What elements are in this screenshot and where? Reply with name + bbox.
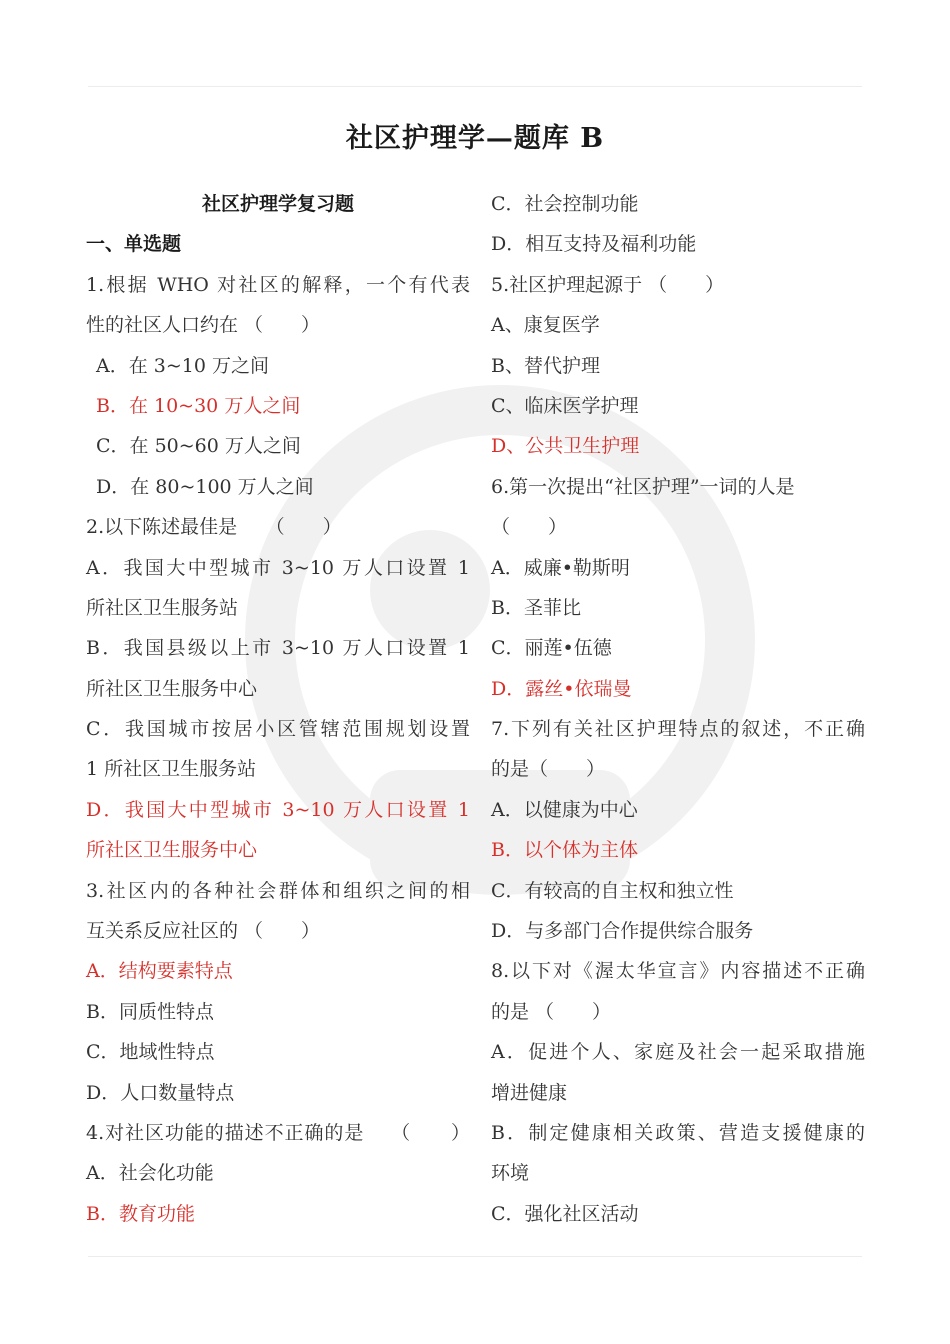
text-line: D．与多部门合作提供综合服务: [491, 920, 754, 943]
text-line: B、替代护理: [491, 354, 600, 377]
text-line: B．我国县级以上市 3~10 万人口设置 1: [86, 637, 470, 660]
text-line: 2.以下陈述最佳是 （ ）: [86, 516, 342, 539]
text-line: A．威廉•勒斯明: [491, 556, 630, 579]
answer-line: 所社区卫生服务中心: [86, 839, 258, 862]
answer-line: B．以个体为主体: [491, 839, 638, 862]
text-line: C．社会控制功能: [491, 193, 639, 215]
right-column: [491, 184, 865, 1234]
text-line: 8.以下对《渥太华宣言》内容描述不正确: [491, 960, 865, 983]
text-line: 增进健康: [491, 1081, 568, 1104]
answer-line: B．教育功能: [86, 1202, 195, 1225]
text-line: 社区护理学复习题: [201, 193, 354, 215]
text-line: A、康复医学: [491, 314, 600, 337]
text-line: C．在 50~60 万人之间: [96, 435, 301, 458]
text-line: C、临床医学护理: [491, 394, 639, 417]
text-line: A．以健康为中心: [491, 798, 638, 821]
text-line: B．同质性特点: [86, 1000, 214, 1023]
text-line: B．制定健康相关政策、营造支援健康的: [491, 1121, 865, 1144]
answer-line: D．我国大中型城市 3~10 万人口设置 1: [86, 798, 470, 821]
text-line: 一、单选题: [86, 233, 182, 256]
text-line: 1.根据 WHO 对社区的解释，一个有代表: [86, 273, 470, 296]
text-line: D．相互支持及福利功能: [491, 233, 697, 256]
text-line: 的是（ ）: [491, 758, 606, 781]
text-line: C．有较高的自主权和独立性: [491, 879, 734, 902]
answer-line: A．结构要素特点: [86, 960, 233, 983]
text-line: 4.对社区功能的描述不正确的是 （ ）: [86, 1121, 470, 1144]
text-line: A．促进个人、家庭及社会一起采取措施: [491, 1041, 865, 1064]
text-line: 所社区卫生服务中心: [86, 677, 258, 700]
text-line: 6.第一次提出“社区护理”一词的人是: [491, 475, 795, 498]
text-line: C．丽莲•伍德: [491, 637, 612, 660]
text-line: A．在 3~10 万之间: [96, 354, 269, 377]
answer-line: B．在 10~30 万人之间: [96, 394, 301, 417]
page-title: 社区护理学—题库 B: [345, 123, 605, 154]
text-line: B．圣菲比: [491, 596, 581, 619]
text-line: D．在 80~100 万人之间: [96, 475, 314, 498]
text-line: A．社会化功能: [86, 1162, 214, 1185]
text-line: C．地域性特点: [86, 1041, 215, 1064]
left-column: [86, 184, 470, 1234]
answer-line: D．露丝•依瑞曼: [491, 677, 632, 700]
text-line: 性的社区人口约在 （ ）: [86, 314, 321, 337]
text-line: 环境: [491, 1162, 530, 1185]
text-line: 5.社区护理起源于 （ ）: [491, 273, 725, 296]
text-line: 互关系反应社区的 （ ）: [86, 920, 321, 943]
text-line: 7.下列有关社区护理特点的叙述，不正确: [491, 718, 865, 741]
bottom-rule: [88, 1256, 862, 1257]
text-line: 3.社区内的各种社会群体和组织之间的相: [86, 879, 470, 902]
text-line: 1 所社区卫生服务站: [86, 758, 257, 781]
text-line: （ ）: [491, 516, 568, 539]
text-line: C．我国城市按居小区管辖范围规划设置: [86, 718, 470, 741]
text-line: C．强化社区活动: [491, 1202, 639, 1225]
answer-line: D、公共卫生护理: [491, 435, 640, 458]
text-line: D．人口数量特点: [86, 1081, 235, 1104]
top-rule: [88, 86, 862, 87]
text-line: 所社区卫生服务站: [86, 596, 239, 619]
text-line: A．我国大中型城市 3~10 万人口设置 1: [86, 556, 470, 579]
text-line: 的是 （ ）: [491, 1000, 612, 1023]
